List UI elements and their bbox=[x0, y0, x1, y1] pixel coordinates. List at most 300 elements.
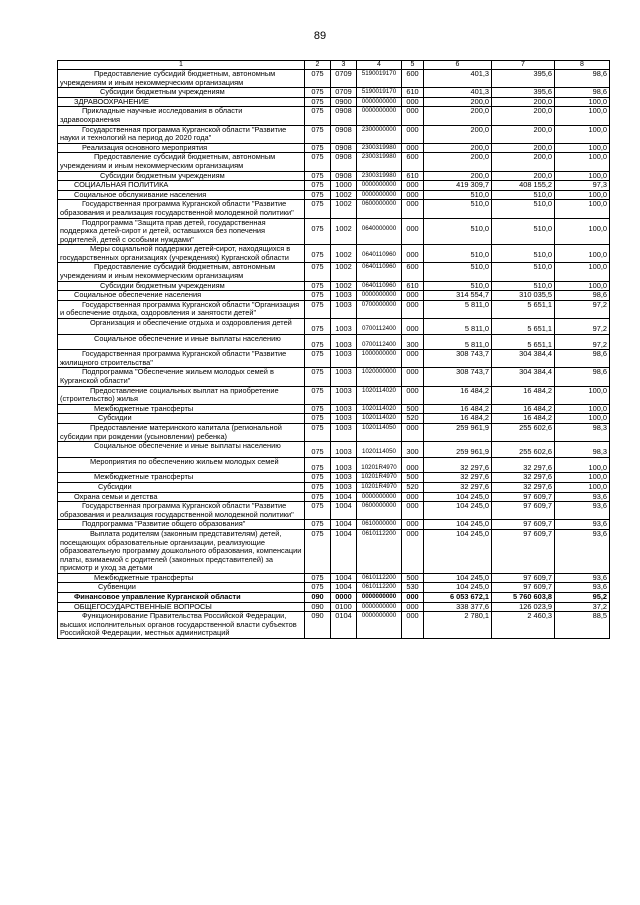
executed-amount: 16 484,2 bbox=[492, 386, 555, 404]
target-code: 0700112400 bbox=[357, 334, 402, 350]
table-row bbox=[58, 70, 610, 88]
target-code: 0000000000 bbox=[357, 612, 402, 639]
execution-percent: 98,6 bbox=[555, 291, 610, 301]
admin-code: 075 bbox=[305, 583, 331, 593]
execution-percent: 100,0 bbox=[555, 143, 610, 153]
target-code: 1020114020 bbox=[357, 414, 402, 424]
target-code: 0640110960 bbox=[357, 245, 402, 263]
planned-amount: 200,0 bbox=[424, 125, 492, 143]
section-code: 0104 bbox=[331, 612, 357, 639]
item-name: Выплата родителям (законным представителям) детей, посещающих образовательные организации, реализующие образовательную программу дошкольного образования, компенсации платы, взимаемой с родителей (законных представителей) за присмотр и уход за детьми bbox=[58, 529, 305, 573]
target-code: 0000000000 bbox=[357, 97, 402, 107]
item-name: ЗДРАВООХРАНЕНИЕ bbox=[58, 97, 305, 107]
expense-type: 000 bbox=[402, 350, 424, 368]
table-row bbox=[58, 423, 610, 441]
planned-amount: 200,0 bbox=[424, 153, 492, 171]
item-name: Межбюджетные трансферты bbox=[58, 473, 305, 483]
item-name: Государственная программа Курганской области "Организация и обеспечение отдыха, оздоровления и занятости детей" bbox=[58, 300, 305, 318]
planned-amount: 510,0 bbox=[424, 281, 492, 291]
budget-table bbox=[57, 60, 610, 639]
expense-type: 000 bbox=[402, 386, 424, 404]
target-code: 0610112200 bbox=[357, 573, 402, 583]
target-code: 2300319980 bbox=[357, 143, 402, 153]
executed-amount: 97 609,7 bbox=[492, 520, 555, 530]
planned-amount: 419 309,7 bbox=[424, 181, 492, 191]
expense-type: 000 bbox=[402, 245, 424, 263]
execution-percent: 93,6 bbox=[555, 529, 610, 573]
target-code: 0700000000 bbox=[357, 300, 402, 318]
section-code: 1002 bbox=[331, 200, 357, 218]
section-code: 1004 bbox=[331, 583, 357, 593]
planned-amount: 510,0 bbox=[424, 200, 492, 218]
planned-amount: 104 245,0 bbox=[424, 529, 492, 573]
executed-amount: 200,0 bbox=[492, 125, 555, 143]
section-code: 0000 bbox=[331, 593, 357, 603]
admin-code: 075 bbox=[305, 350, 331, 368]
planned-amount: 5 811,0 bbox=[424, 319, 492, 335]
executed-amount: 200,0 bbox=[492, 171, 555, 181]
item-name: Субсидии бюджетным учреждениям bbox=[58, 171, 305, 181]
admin-code: 075 bbox=[305, 473, 331, 483]
section-code: 1003 bbox=[331, 368, 357, 386]
planned-amount: 16 484,2 bbox=[424, 404, 492, 414]
target-code: 0640110960 bbox=[357, 281, 402, 291]
planned-amount: 104 245,0 bbox=[424, 502, 492, 520]
admin-code: 075 bbox=[305, 218, 331, 245]
item-name: Социальное обслуживание населения bbox=[58, 190, 305, 200]
executed-amount: 200,0 bbox=[492, 153, 555, 171]
execution-percent: 93,6 bbox=[555, 502, 610, 520]
table-row bbox=[58, 218, 610, 245]
planned-amount: 314 554,7 bbox=[424, 291, 492, 301]
item-name: Меры социальной поддержки детей-сирот, находящихся в государственных организациях (учреждениях) Курганской области bbox=[58, 245, 305, 263]
expense-type: 000 bbox=[402, 200, 424, 218]
admin-code: 075 bbox=[305, 529, 331, 573]
execution-percent: 88,5 bbox=[555, 612, 610, 639]
target-code: 10201R4970 bbox=[357, 482, 402, 492]
expense-type: 530 bbox=[402, 583, 424, 593]
planned-amount: 401,3 bbox=[424, 88, 492, 98]
section-code: 1003 bbox=[331, 350, 357, 368]
execution-percent: 98,6 bbox=[555, 350, 610, 368]
expense-type: 000 bbox=[402, 107, 424, 125]
header-cell: 1 bbox=[58, 61, 305, 70]
expense-type: 500 bbox=[402, 573, 424, 583]
executed-amount: 510,0 bbox=[492, 245, 555, 263]
admin-code: 075 bbox=[305, 386, 331, 404]
expense-type: 600 bbox=[402, 70, 424, 88]
admin-code: 075 bbox=[305, 107, 331, 125]
execution-percent: 100,0 bbox=[555, 263, 610, 281]
header-cell: 4 bbox=[357, 61, 402, 70]
expense-type: 000 bbox=[402, 300, 424, 318]
item-name: Социальное обеспечение населения bbox=[58, 291, 305, 301]
table-row bbox=[58, 263, 610, 281]
planned-amount: 308 743,7 bbox=[424, 350, 492, 368]
executed-amount: 200,0 bbox=[492, 107, 555, 125]
target-code: 1020114020 bbox=[357, 404, 402, 414]
section-code: 0900 bbox=[331, 97, 357, 107]
admin-code: 075 bbox=[305, 423, 331, 441]
section-code: 1002 bbox=[331, 263, 357, 281]
item-name: Государственная программа Курганской области "Развитие образования и реализация государственной молодежной политики" bbox=[58, 200, 305, 218]
table-row bbox=[58, 482, 610, 492]
target-code: 0000000000 bbox=[357, 181, 402, 191]
section-code: 1003 bbox=[331, 386, 357, 404]
admin-code: 075 bbox=[305, 281, 331, 291]
executed-amount: 97 609,7 bbox=[492, 529, 555, 573]
executed-amount: 32 297,6 bbox=[492, 457, 555, 473]
item-name: Государственная программа Курганской области "Развитие науки и технологий на период до 2020 года" bbox=[58, 125, 305, 143]
expense-type: 500 bbox=[402, 473, 424, 483]
item-name: Реализация основного мероприятия bbox=[58, 143, 305, 153]
target-code: 0600000000 bbox=[357, 502, 402, 520]
execution-percent: 93,6 bbox=[555, 492, 610, 502]
planned-amount: 200,0 bbox=[424, 107, 492, 125]
item-name: Межбюджетные трансферты bbox=[58, 573, 305, 583]
execution-percent: 93,6 bbox=[555, 520, 610, 530]
item-name: Подпрограмма "Защита прав детей, государственная поддержка детей-сирот и детей, оставшихся без попечения родителей, детей с особыми нуждами" bbox=[58, 218, 305, 245]
planned-amount: 5 811,0 bbox=[424, 334, 492, 350]
execution-percent: 98,6 bbox=[555, 88, 610, 98]
item-name: Межбюджетные трансферты bbox=[58, 404, 305, 414]
target-code: 2300319980 bbox=[357, 171, 402, 181]
item-name: Предоставление субсидий бюджетным, автономным учреждениям и иным некоммерческим организациям bbox=[58, 153, 305, 171]
expense-type: 000 bbox=[402, 502, 424, 520]
expense-type: 000 bbox=[402, 143, 424, 153]
item-name: Государственная программа Курганской области "Развитие жилищного строительства" bbox=[58, 350, 305, 368]
executed-amount: 510,0 bbox=[492, 218, 555, 245]
planned-amount: 259 961,9 bbox=[424, 423, 492, 441]
planned-amount: 510,0 bbox=[424, 218, 492, 245]
execution-percent: 98,3 bbox=[555, 423, 610, 441]
header-cell: 6 bbox=[424, 61, 492, 70]
planned-amount: 259 961,9 bbox=[424, 442, 492, 458]
expense-type: 600 bbox=[402, 263, 424, 281]
planned-amount: 32 297,6 bbox=[424, 473, 492, 483]
item-name: ОБЩЕГОСУДАРСТВЕННЫЕ ВОПРОСЫ bbox=[58, 602, 305, 612]
admin-code: 075 bbox=[305, 153, 331, 171]
section-code: 0908 bbox=[331, 143, 357, 153]
target-code: 1000000000 bbox=[357, 350, 402, 368]
item-name: Охрана семьи и детства bbox=[58, 492, 305, 502]
executed-amount: 310 035,5 bbox=[492, 291, 555, 301]
section-code: 0100 bbox=[331, 602, 357, 612]
admin-code: 090 bbox=[305, 602, 331, 612]
execution-percent: 100,0 bbox=[555, 281, 610, 291]
planned-amount: 2 780,1 bbox=[424, 612, 492, 639]
target-code: 5190019170 bbox=[357, 70, 402, 88]
item-name: СОЦИАЛЬНАЯ ПОЛИТИКА bbox=[58, 181, 305, 191]
executed-amount: 395,6 bbox=[492, 88, 555, 98]
admin-code: 075 bbox=[305, 492, 331, 502]
table-row bbox=[58, 319, 610, 335]
expense-type: 000 bbox=[402, 457, 424, 473]
planned-amount: 104 245,0 bbox=[424, 492, 492, 502]
item-name: Предоставление субсидий бюджетным, автономным учреждениям и иным некоммерческим организациям bbox=[58, 263, 305, 281]
executed-amount: 97 609,7 bbox=[492, 583, 555, 593]
section-code: 1002 bbox=[331, 190, 357, 200]
table-row bbox=[58, 153, 610, 171]
executed-amount: 16 484,2 bbox=[492, 404, 555, 414]
item-name: Организация и обеспечение отдыха и оздоровления детей bbox=[58, 319, 305, 335]
section-code: 0709 bbox=[331, 70, 357, 88]
admin-code: 075 bbox=[305, 143, 331, 153]
table-row bbox=[58, 473, 610, 483]
admin-code: 075 bbox=[305, 442, 331, 458]
section-code: 0709 bbox=[331, 88, 357, 98]
planned-amount: 510,0 bbox=[424, 263, 492, 281]
executed-amount: 510,0 bbox=[492, 190, 555, 200]
expense-type: 520 bbox=[402, 414, 424, 424]
admin-code: 075 bbox=[305, 319, 331, 335]
executed-amount: 510,0 bbox=[492, 281, 555, 291]
admin-code: 075 bbox=[305, 404, 331, 414]
expense-type: 000 bbox=[402, 181, 424, 191]
admin-code: 075 bbox=[305, 190, 331, 200]
target-code: 2300319980 bbox=[357, 153, 402, 171]
execution-percent: 97,2 bbox=[555, 300, 610, 318]
target-code: 10201R4970 bbox=[357, 457, 402, 473]
expense-type: 000 bbox=[402, 319, 424, 335]
table-row bbox=[58, 88, 610, 98]
section-code: 1003 bbox=[331, 423, 357, 441]
table-row bbox=[58, 200, 610, 218]
admin-code: 075 bbox=[305, 291, 331, 301]
expense-type: 610 bbox=[402, 171, 424, 181]
executed-amount: 32 297,6 bbox=[492, 473, 555, 483]
item-name: Предоставление субсидий бюджетным, автономным учреждениям и иным некоммерческим организациям bbox=[58, 70, 305, 88]
section-code: 1003 bbox=[331, 334, 357, 350]
execution-percent: 100,0 bbox=[555, 97, 610, 107]
item-name: Финансовое управление Курганской области bbox=[58, 593, 305, 603]
execution-percent: 95,2 bbox=[555, 593, 610, 603]
planned-amount: 104 245,0 bbox=[424, 520, 492, 530]
section-code: 1000 bbox=[331, 181, 357, 191]
admin-code: 075 bbox=[305, 245, 331, 263]
executed-amount: 97 609,7 bbox=[492, 492, 555, 502]
target-code: 1020000000 bbox=[357, 368, 402, 386]
target-code: 0700112400 bbox=[357, 319, 402, 335]
execution-percent: 100,0 bbox=[555, 482, 610, 492]
target-code: 0000000000 bbox=[357, 492, 402, 502]
section-code: 1003 bbox=[331, 414, 357, 424]
planned-amount: 308 743,7 bbox=[424, 368, 492, 386]
executed-amount: 304 384,4 bbox=[492, 368, 555, 386]
executed-amount: 2 460,3 bbox=[492, 612, 555, 639]
target-code: 0000000000 bbox=[357, 190, 402, 200]
execution-percent: 97,2 bbox=[555, 334, 610, 350]
header-cell: 3 bbox=[331, 61, 357, 70]
target-code: 1020114050 bbox=[357, 423, 402, 441]
target-code: 0610000000 bbox=[357, 520, 402, 530]
admin-code: 090 bbox=[305, 593, 331, 603]
item-name: Субсидии bbox=[58, 414, 305, 424]
execution-percent: 100,0 bbox=[555, 414, 610, 424]
executed-amount: 5 651,1 bbox=[492, 319, 555, 335]
table-row bbox=[58, 612, 610, 639]
target-code: 0000000000 bbox=[357, 602, 402, 612]
header-cell: 5 bbox=[402, 61, 424, 70]
table-row bbox=[58, 334, 610, 350]
expense-type: 600 bbox=[402, 153, 424, 171]
planned-amount: 338 377,6 bbox=[424, 602, 492, 612]
item-name: Социальное обеспечение и иные выплаты населению bbox=[58, 442, 305, 458]
expense-type: 000 bbox=[402, 97, 424, 107]
target-code: 0600000000 bbox=[357, 200, 402, 218]
section-code: 1003 bbox=[331, 442, 357, 458]
planned-amount: 401,3 bbox=[424, 70, 492, 88]
section-code: 1003 bbox=[331, 300, 357, 318]
table-row bbox=[58, 300, 610, 318]
target-code: 1020114050 bbox=[357, 442, 402, 458]
item-name: Субсидии бюджетным учреждениям bbox=[58, 88, 305, 98]
section-code: 1004 bbox=[331, 529, 357, 573]
executed-amount: 126 023,9 bbox=[492, 602, 555, 612]
admin-code: 075 bbox=[305, 520, 331, 530]
expense-type: 000 bbox=[402, 368, 424, 386]
section-code: 1003 bbox=[331, 319, 357, 335]
admin-code: 075 bbox=[305, 70, 331, 88]
expense-type: 300 bbox=[402, 442, 424, 458]
section-code: 0908 bbox=[331, 107, 357, 125]
expense-type: 610 bbox=[402, 281, 424, 291]
item-name: Подпрограмма "Обеспечение жильем молодых семей в Курганской области" bbox=[58, 368, 305, 386]
table-row bbox=[58, 107, 610, 125]
target-code: 1020114020 bbox=[357, 386, 402, 404]
section-code: 1004 bbox=[331, 502, 357, 520]
admin-code: 075 bbox=[305, 171, 331, 181]
expense-type: 000 bbox=[402, 612, 424, 639]
table-row bbox=[58, 502, 610, 520]
planned-amount: 6 053 672,1 bbox=[424, 593, 492, 603]
target-code: 0000000000 bbox=[357, 107, 402, 125]
target-code: 0640110960 bbox=[357, 263, 402, 281]
execution-percent: 37,2 bbox=[555, 602, 610, 612]
item-name: Субсидии bbox=[58, 482, 305, 492]
admin-code: 075 bbox=[305, 300, 331, 318]
target-code: 0610112200 bbox=[357, 529, 402, 573]
section-code: 1002 bbox=[331, 218, 357, 245]
expense-type: 000 bbox=[402, 602, 424, 612]
executed-amount: 16 484,2 bbox=[492, 414, 555, 424]
execution-percent: 100,0 bbox=[555, 125, 610, 143]
section-code: 1003 bbox=[331, 291, 357, 301]
target-code: 0000000000 bbox=[357, 291, 402, 301]
target-code: 0000000000 bbox=[357, 593, 402, 603]
item-name: Субвенции bbox=[58, 583, 305, 593]
expense-type: 520 bbox=[402, 482, 424, 492]
admin-code: 075 bbox=[305, 263, 331, 281]
execution-percent: 100,0 bbox=[555, 473, 610, 483]
planned-amount: 104 245,0 bbox=[424, 573, 492, 583]
table-row bbox=[58, 442, 610, 458]
expense-type: 000 bbox=[402, 423, 424, 441]
execution-percent: 100,0 bbox=[555, 153, 610, 171]
expense-type: 300 bbox=[402, 334, 424, 350]
table-row bbox=[58, 181, 610, 191]
expense-type: 610 bbox=[402, 88, 424, 98]
execution-percent: 98,6 bbox=[555, 70, 610, 88]
expense-type: 000 bbox=[402, 218, 424, 245]
executed-amount: 5 760 603,8 bbox=[492, 593, 555, 603]
table-row bbox=[58, 520, 610, 530]
execution-percent: 100,0 bbox=[555, 404, 610, 414]
page-number: 89 bbox=[313, 30, 327, 42]
item-name: Предоставление материнского капитала (региональной субсидии при рождении (усыновлении) ребенка) bbox=[58, 423, 305, 441]
execution-percent: 100,0 bbox=[555, 245, 610, 263]
admin-code: 090 bbox=[305, 612, 331, 639]
executed-amount: 408 155,2 bbox=[492, 181, 555, 191]
section-code: 1003 bbox=[331, 457, 357, 473]
item-name: Мероприятия по обеспечению жильем молодых семей bbox=[58, 457, 305, 473]
table-row bbox=[58, 368, 610, 386]
table-row bbox=[58, 245, 610, 263]
item-name: Подпрограмма "Развитие общего образования" bbox=[58, 520, 305, 530]
expense-type: 000 bbox=[402, 593, 424, 603]
executed-amount: 5 651,1 bbox=[492, 334, 555, 350]
item-name: Субсидии бюджетным учреждениям bbox=[58, 281, 305, 291]
item-name: Социальное обеспечение и иные выплаты населению bbox=[58, 334, 305, 350]
target-code: 2300000000 bbox=[357, 125, 402, 143]
target-code: 0610112200 bbox=[357, 583, 402, 593]
section-code: 0908 bbox=[331, 153, 357, 171]
admin-code: 075 bbox=[305, 573, 331, 583]
admin-code: 075 bbox=[305, 181, 331, 191]
section-code: 1004 bbox=[331, 520, 357, 530]
section-code: 1004 bbox=[331, 492, 357, 502]
item-name: Государственная программа Курганской области "Развитие образования и реализация государственной молодежной политики" bbox=[58, 502, 305, 520]
section-code: 1002 bbox=[331, 281, 357, 291]
section-code: 0908 bbox=[331, 125, 357, 143]
executed-amount: 304 384,4 bbox=[492, 350, 555, 368]
expense-type: 500 bbox=[402, 404, 424, 414]
execution-percent: 93,6 bbox=[555, 573, 610, 583]
admin-code: 075 bbox=[305, 334, 331, 350]
planned-amount: 16 484,2 bbox=[424, 386, 492, 404]
execution-percent: 97,3 bbox=[555, 181, 610, 191]
admin-code: 075 bbox=[305, 457, 331, 473]
table-row bbox=[58, 125, 610, 143]
admin-code: 075 bbox=[305, 368, 331, 386]
section-code: 0908 bbox=[331, 171, 357, 181]
item-name: Предоставление социальных выплат на приобретение (строительство) жилья bbox=[58, 386, 305, 404]
target-code: 5190019170 bbox=[357, 88, 402, 98]
expense-type: 000 bbox=[402, 520, 424, 530]
table-row bbox=[58, 386, 610, 404]
table-row bbox=[58, 291, 610, 301]
expense-type: 000 bbox=[402, 529, 424, 573]
expense-type: 000 bbox=[402, 125, 424, 143]
item-name: Прикладные научные исследования в области здравоохранения bbox=[58, 107, 305, 125]
expense-type: 000 bbox=[402, 291, 424, 301]
planned-amount: 104 245,0 bbox=[424, 583, 492, 593]
execution-percent: 97,2 bbox=[555, 319, 610, 335]
section-code: 1002 bbox=[331, 245, 357, 263]
section-code: 1003 bbox=[331, 482, 357, 492]
planned-amount: 510,0 bbox=[424, 190, 492, 200]
execution-percent: 100,0 bbox=[555, 107, 610, 125]
executed-amount: 200,0 bbox=[492, 143, 555, 153]
executed-amount: 97 609,7 bbox=[492, 573, 555, 583]
planned-amount: 510,0 bbox=[424, 245, 492, 263]
section-code: 1003 bbox=[331, 473, 357, 483]
executed-amount: 255 602,6 bbox=[492, 442, 555, 458]
execution-percent: 100,0 bbox=[555, 218, 610, 245]
target-code: 10201R4970 bbox=[357, 473, 402, 483]
planned-amount: 32 297,6 bbox=[424, 482, 492, 492]
table-row bbox=[58, 593, 610, 603]
